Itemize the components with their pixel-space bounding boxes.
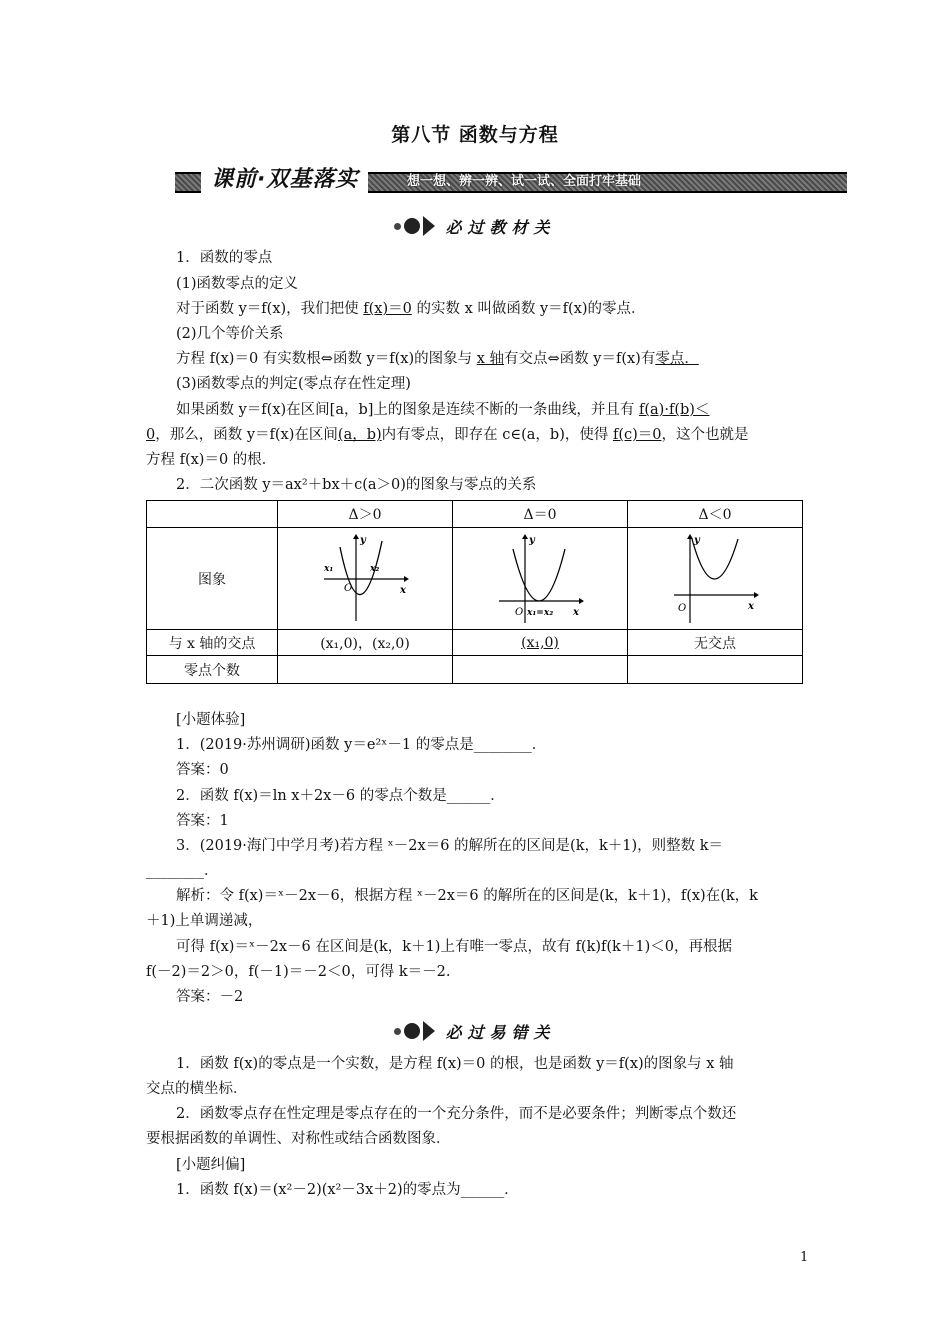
table-intersect-label: 与 x 轴的交点 — [147, 630, 278, 656]
axis-y-label: y — [529, 534, 535, 546]
section-banner — [175, 165, 847, 195]
solution-line1: 解析：令 f(x)＝ˣ－2x－6，根据方程 ˣ－2x＝6 的解所在的区间是(k，k＋1)，f(x)在(k，k — [176, 888, 758, 904]
origin-label: O — [344, 582, 353, 594]
practice-q3-line1: 3．(2019·海门中学月考)若方程 ˣ－2x＝6 的解所在的区间是(k，k＋1)，则整数 k＝ — [176, 838, 724, 854]
table-intersect-pos: (x₁,0)，(x₂,0) — [278, 630, 453, 656]
axis-y-label: y — [360, 534, 366, 546]
table-header-zero: Δ＝0 — [453, 501, 628, 528]
page-title: 第八节 函数与方程 — [391, 124, 559, 146]
table-count-zero — [453, 656, 628, 684]
section-label-text: 必过教材关 — [445, 217, 556, 237]
axis-x-label: x — [748, 600, 754, 612]
practice-a2: 答案：1 — [176, 813, 229, 829]
graph-two-roots — [278, 528, 453, 630]
double-root-label: x₁=x₂ — [527, 607, 554, 618]
heading-equivalence: (2)几个等价关系 — [176, 326, 284, 342]
table-count-pos — [278, 656, 453, 684]
theorem-line-2: 0，那么，函数 y＝f(x)在区间(a，b)内有零点，即存在 c∈(a，b)，使得 f(c)＝0，这个也就是 — [146, 427, 749, 443]
parabola-two-roots-graph — [320, 533, 410, 625]
equivalence-text: 方程 f(x)＝0 有实数根⇔函数 y＝f(x)的图象与 x 轴有交点⇔函数 y＝f(x)有零点． — [176, 351, 699, 367]
practice-q2: 2．函数 f(x)＝ln x＋2x－6 的零点个数是______． — [176, 788, 505, 804]
graph-no-root — [628, 528, 803, 630]
solution-line4: f(－2)＝2＞0，f(－1)＝－2＜0，可得 k＝－2. — [146, 964, 451, 980]
practice-heading: [小题体验] — [176, 712, 246, 728]
banner-main-text: 课前·双基落实 — [201, 165, 368, 195]
definition-text: 对于函数 y＝f(x)，我们把使 f(x)＝0 的实数 x 叫做函数 y＝f(x)的零点． — [176, 301, 646, 317]
practice-q3-line2: ________． — [146, 863, 219, 879]
theorem-line-3: 方程 f(x)＝0 的根． — [146, 452, 277, 468]
table-intersect-neg: 无交点 — [628, 630, 803, 656]
section-label-errors — [0, 1019, 950, 1043]
origin-label: O — [515, 606, 524, 618]
heading-quadratic: 2．二次函数 y＝ax²＋bx＋c(a＞0)的图象与零点的关系 — [176, 477, 537, 493]
table-count-neg — [628, 656, 803, 684]
axis-y-label: y — [694, 534, 700, 546]
axis-x-label: x — [573, 606, 579, 618]
table-count-label: 零点个数 — [147, 656, 278, 684]
graph-one-root — [453, 528, 628, 630]
practice-q1: 1．(2019·苏州调研)函数 y＝e²ˣ－1 的零点是________． — [176, 737, 547, 753]
practice-a1: 答案：0 — [176, 762, 229, 778]
solution-line3: 可得 f(x)＝ˣ－2x－6 在区间是(k，k＋1)上有唯一零点，故有 f(k)f(k＋1)＜0，再根据 — [176, 939, 732, 955]
error-2-line1: 2．函数零点存在性定理是零点存在的一个充分条件，而不是必要条件；判断零点个数还 — [176, 1106, 737, 1122]
dots-arrow-icon — [394, 1021, 435, 1041]
section-label-text: 必过易错关 — [445, 1022, 556, 1042]
heading-theorem: (3)函数零点的判定(零点存在性定理) — [176, 376, 411, 392]
correction-q1: 1．函数 f(x)＝(x²－2)(x²－3x＋2)的零点为______． — [176, 1182, 519, 1198]
practice-a3: 答案：－2 — [176, 989, 244, 1005]
section-label-textbook — [0, 214, 950, 238]
parabola-one-root-graph — [495, 533, 585, 625]
page-number: 1 — [800, 1250, 809, 1265]
heading-definition: (1)函数零点的定义 — [176, 276, 299, 292]
theorem-line-1: 如果函数 y＝f(x)在区间[a，b]上的图象是连续不断的一条曲线，并且有 f(a)·f(b)＜ — [176, 402, 710, 418]
quadratic-zero-table — [146, 500, 803, 684]
axis-x-label: x — [400, 584, 406, 596]
table-header-empty — [147, 501, 278, 528]
solution-line2: ＋1)上单调递减， — [146, 913, 263, 929]
error-2-line2: 要根据函数的单调性、对称性或结合函数图象． — [146, 1131, 451, 1147]
table-graph-label: 图象 — [147, 528, 278, 630]
error-1-line2: 交点的横坐标． — [146, 1081, 248, 1097]
parabola-no-root-graph — [670, 533, 760, 625]
banner-sub-text: 想一想、辨一辨、试一试、全面打牢基础 — [407, 174, 642, 189]
table-header-pos: Δ＞0 — [278, 501, 453, 528]
origin-label: O — [678, 602, 687, 614]
heading-zero-point: 1．函数的零点 — [176, 250, 273, 266]
root-x2-label: x₂ — [370, 563, 380, 574]
root-x1-label: x₁ — [324, 563, 334, 574]
table-header-neg: Δ＜0 — [628, 501, 803, 528]
error-1-line1: 1．函数 f(x)的零点是一个实数，是方程 f(x)＝0 的根，也是函数 y＝f(x)的图象与 x 轴 — [176, 1056, 734, 1072]
correction-heading: [小题纠偏] — [176, 1157, 246, 1173]
dots-arrow-icon — [394, 216, 435, 236]
table-intersect-zero: (x₁,0) — [453, 630, 628, 656]
